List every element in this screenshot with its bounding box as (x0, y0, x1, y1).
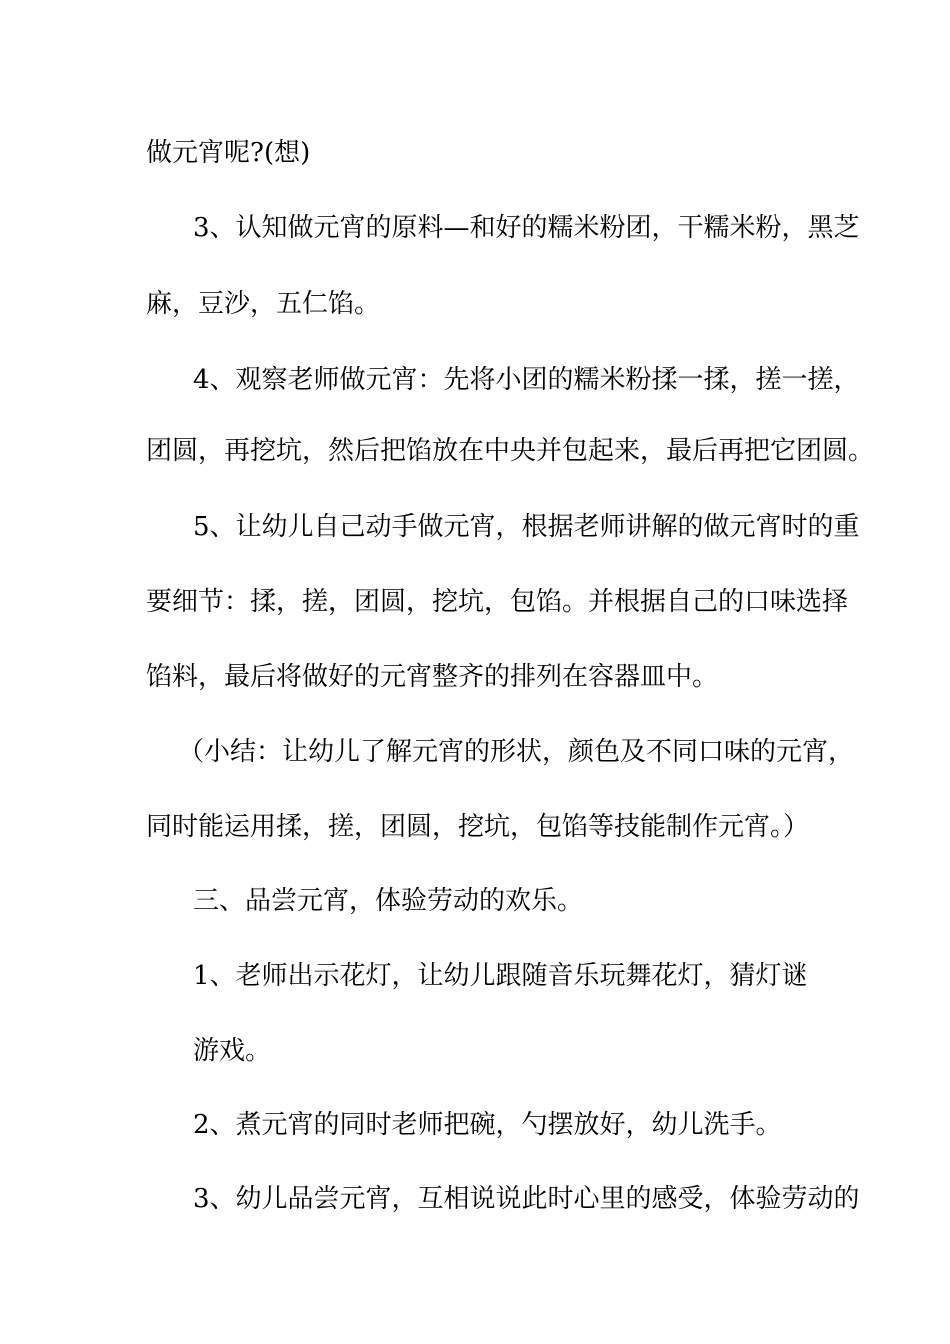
paragraph-line: 同时能运用揉，搓，团圆，挖坑，包馅等技能制作元宵。） (146, 812, 810, 842)
paragraph-line: 2、煮元宵的同时老师把碗，勺摆放好，幼儿洗手。 (193, 1110, 782, 1140)
paragraph-line: 团圆，再挖坑，然后把馅放在中央并包起来，最后再把它团圆。 (146, 436, 875, 466)
section-heading: 三、品尝元宵，体验劳动的欢乐。 (193, 886, 584, 916)
paragraph-line: 5、让幼儿自己动手做元宵，根据老师讲解的做元宵时的重 (193, 512, 860, 542)
paragraph-line: 做元宵呢?(想) (146, 138, 311, 168)
paragraph-line: （小结：让幼儿了解元宵的形状，颜色及不同口味的元宵， (178, 737, 855, 767)
paragraph-line: 要细节：揉，搓，团圆，挖坑，包馅。并根据自己的口味选择 (146, 587, 849, 617)
paragraph-line: 馅料，最后将做好的元宵整齐的排列在容器皿中。 (146, 662, 719, 692)
paragraph-line: 3、认知做元宵的原料—和好的糯米粉团，干糯米粉，黑芝 (193, 213, 860, 243)
paragraph-line: 麻，豆沙，五仁馅。 (146, 289, 381, 319)
paragraph-line: 游戏。 (193, 1036, 272, 1066)
paragraph-line: 4、观察老师做元宵：先将小团的糯米粉揉一揉，搓一搓， (193, 365, 860, 395)
paragraph-line: 1、老师出示花灯，让幼儿跟随音乐玩舞花灯，猜灯谜 (193, 961, 808, 991)
paragraph-line: 3、幼儿品尝元宵，互相说说此时心里的感受，体验劳动的 (193, 1184, 860, 1214)
